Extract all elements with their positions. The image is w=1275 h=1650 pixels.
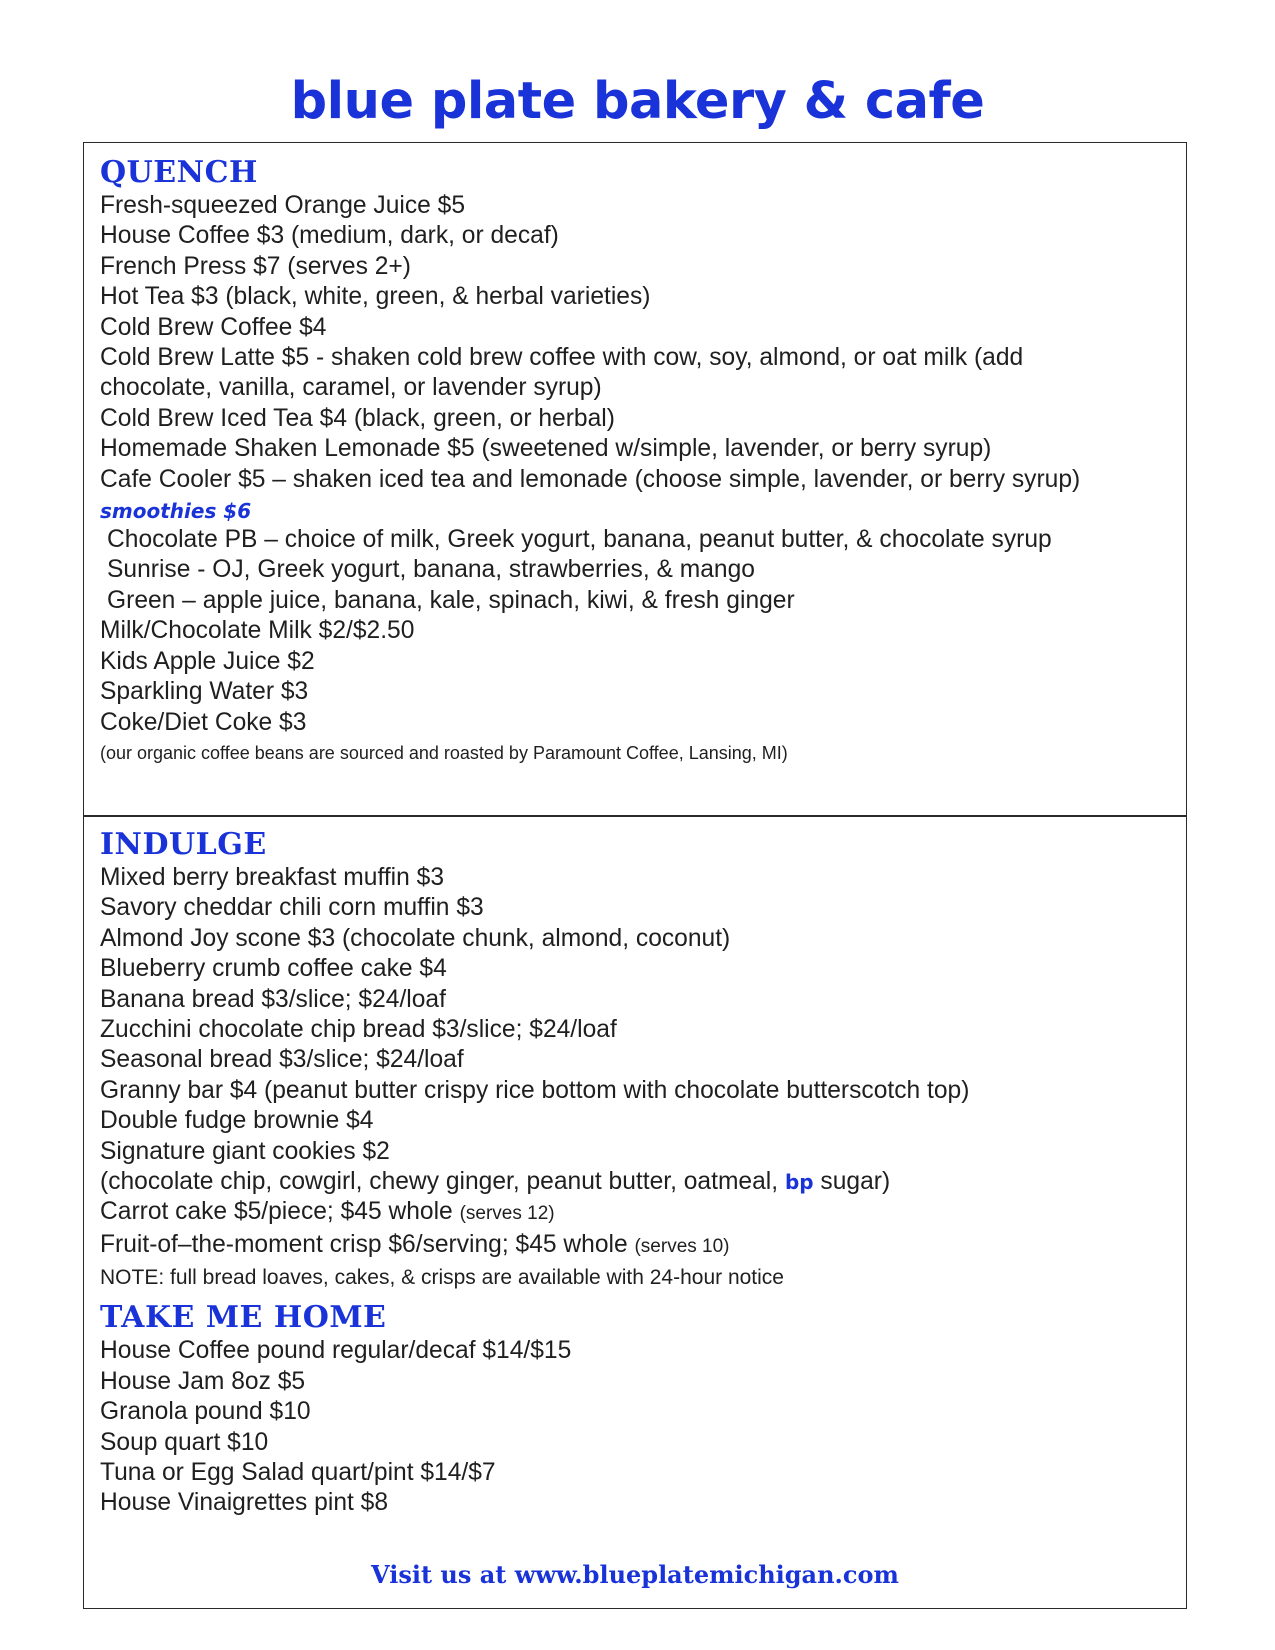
menu-item: Granola pound $10 bbox=[100, 1398, 311, 1426]
menu-item: Milk/Chocolate Milk $2/$2.50 bbox=[100, 617, 415, 645]
cookie-varieties bbox=[100, 1167, 1180, 1197]
section-heading-take-me-home: TAKE ME HOME bbox=[100, 1300, 387, 1336]
website-footer: Visit us at www.blueplatemichigan.com bbox=[371, 1560, 899, 1589]
menu-item: Banana bread $3/slice; $24/loaf bbox=[100, 985, 446, 1013]
quench-section bbox=[100, 155, 1180, 768]
menu-item: Coke/Diet Coke $3 bbox=[100, 708, 307, 736]
menu-item: Savory cheddar chili corn muffin $3 bbox=[100, 894, 484, 922]
menu-item: Almond Joy scone $3 (chocolate chunk, almond, coconut) bbox=[100, 924, 731, 952]
menu-item: Double fudge brownie $4 bbox=[100, 1107, 374, 1135]
carrot-cake-serves: (serves 12) bbox=[459, 1203, 555, 1225]
section-heading-quench: QUENCH bbox=[100, 155, 258, 190]
menu-item: Seasonal bread $3/slice; $24/loaf bbox=[100, 1046, 464, 1074]
section-heading-indulge: INDULGE bbox=[100, 827, 267, 862]
menu-item: Hot Tea $3 (black, white, green, & herbal varieties) bbox=[100, 283, 651, 311]
menu-item: House Jam 8oz $5 bbox=[100, 1367, 306, 1395]
order-notice-note: NOTE: full bread loaves, cakes, & crisps are available with 24-hour notice bbox=[100, 1266, 784, 1290]
crisp-text: Fruit-of–the-moment crisp $6/serving; $45 whole bbox=[100, 1230, 628, 1258]
menu-item: Homemade Shaken Lemonade $5 (sweetened w/simple, lavender, or berry syrup) bbox=[100, 435, 992, 463]
menu-item: Cold Brew Iced Tea $4 (black, green, or herbal) bbox=[100, 404, 615, 432]
menu-item: Kids Apple Juice $2 bbox=[100, 647, 315, 675]
menu-item: Signature giant cookies $2 bbox=[100, 1137, 390, 1165]
crisp-serves: (serves 10) bbox=[634, 1235, 730, 1257]
menu-item: French Press $7 (serves 2+) bbox=[100, 252, 411, 280]
menu-item: House Coffee $3 (medium, dark, or decaf) bbox=[100, 222, 559, 250]
carrot-cake-text: Carrot cake $5/piece; $45 whole bbox=[100, 1198, 453, 1226]
menu-item: Granny bar $4 (peanut butter crispy rice bottom with chocolate butterscotch top) bbox=[100, 1076, 970, 1104]
bp-logo-text: bp bbox=[784, 1170, 814, 1195]
menu-item: House Vinaigrettes pint $8 bbox=[100, 1489, 389, 1517]
smoothie-item: Green – apple juice, banana, kale, spinach, kiwi, & fresh ginger bbox=[107, 586, 795, 614]
smoothie-item: Sunrise - OJ, Greek yogurt, banana, strawberries, & mango bbox=[107, 556, 755, 584]
menu-item: Tuna or Egg Salad quart/pint $14/$7 bbox=[100, 1458, 496, 1486]
menu-item: Cold Brew Coffee $4 bbox=[100, 313, 327, 341]
smoothies-heading: smoothies $6 bbox=[100, 499, 252, 524]
menu-item: Cold Brew Latte $5 - shaken cold brew coffee with cow, soy, almond, or oat milk (add chocolate, vanilla, caramel, or lavender syrup) bbox=[100, 344, 1024, 402]
cookie-varieties-end: sugar) bbox=[820, 1168, 891, 1196]
menu-item: Soup quart $10 bbox=[100, 1428, 269, 1456]
indulge-section bbox=[100, 827, 1180, 1519]
menu-item: Sparkling Water $3 bbox=[100, 678, 309, 706]
menu-item bbox=[100, 1197, 1180, 1229]
menu-item bbox=[100, 1230, 1180, 1262]
smoothie-item: Chocolate PB – choice of milk, Greek yogurt, banana, peanut butter, & chocolate syrup bbox=[107, 526, 1052, 554]
menu-item: House Coffee pound regular/decaf $14/$15 bbox=[100, 1337, 572, 1365]
menu-item: Fresh-squeezed Orange Juice $5 bbox=[100, 192, 466, 219]
menu-item: Blueberry crumb coffee cake $4 bbox=[100, 955, 447, 983]
menu-item: Zucchini chocolate chip bread $3/slice; $24/loaf bbox=[100, 1016, 617, 1044]
menu-item: Cafe Cooler $5 – shaken iced tea and lemonade (choose simple, lavender, or berry syrup) bbox=[100, 465, 1081, 493]
menu-item: Mixed berry breakfast muffin $3 bbox=[100, 864, 445, 891]
coffee-source-note: (our organic coffee beans are sourced and roasted by Paramount Coffee, Lansing, MI) bbox=[100, 742, 788, 763]
cookie-varieties-text: (chocolate chip, cowgirl, chewy ginger, peanut butter, oatmeal, bbox=[100, 1168, 779, 1196]
menu-title: blue plate bakery & cafe bbox=[290, 72, 985, 131]
